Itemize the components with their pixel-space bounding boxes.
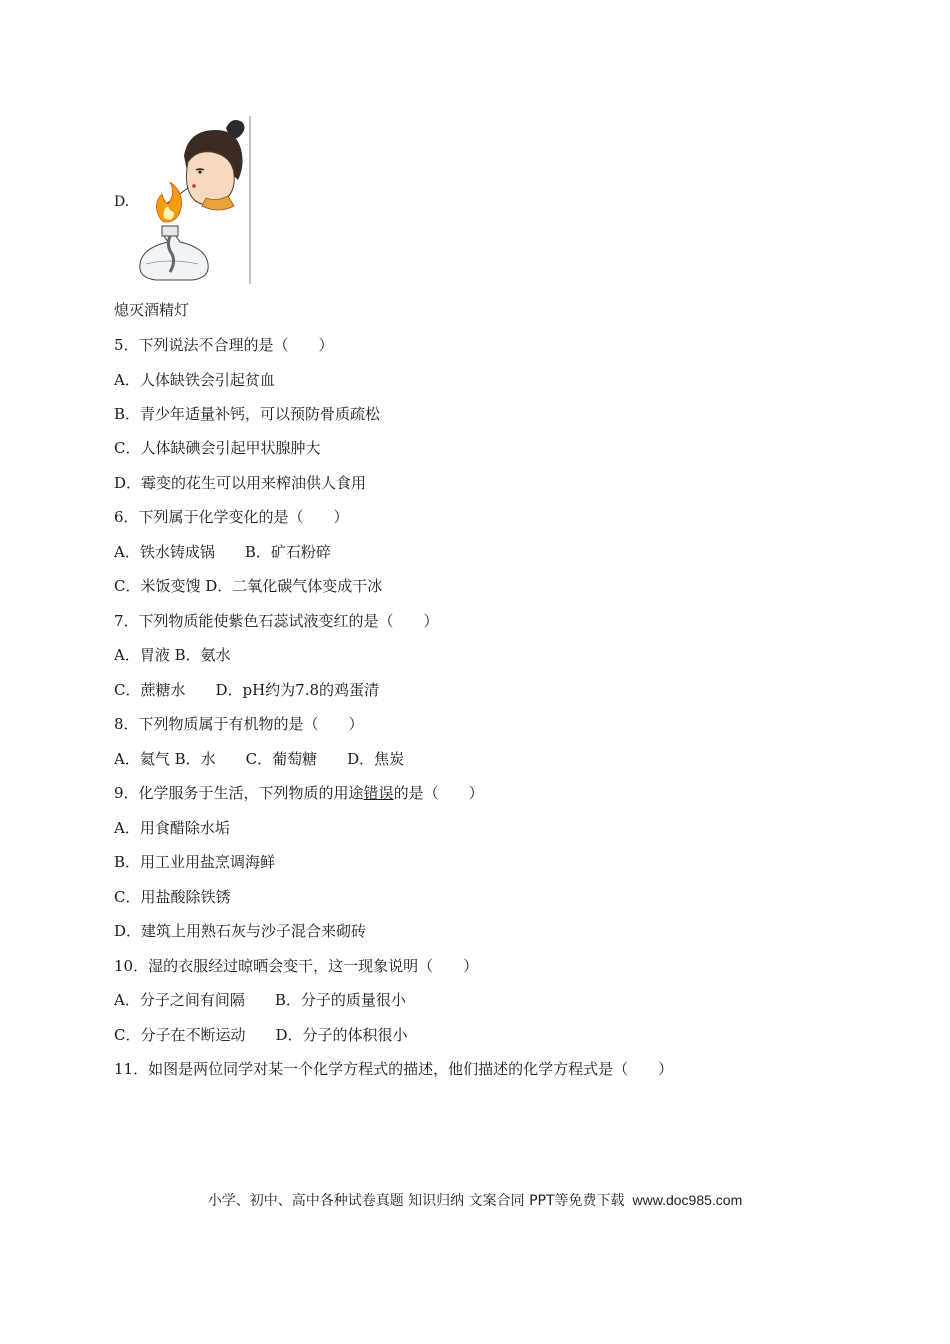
question-6-options-cd: C．米饭变馊 D．二氧化碳气体变成干冰: [114, 577, 383, 595]
footer-site-link[interactable]: www.doc985.com: [632, 1192, 743, 1208]
question-5-option-a: A．人体缺铁会引起贫血: [114, 371, 275, 389]
question-9-option-d: D．建筑上用熟石灰与沙子混合来砌砖: [114, 922, 367, 940]
question-8-options: A．氦气 B．水 C．葡萄糖 D．焦炭: [114, 750, 405, 768]
question-7-options-cd: C．蔗糖水 D．pH约为7.8的鸡蛋清: [114, 681, 380, 699]
question-5-option-c: C．人体缺碘会引起甲状腺肿大: [114, 439, 321, 457]
question-9-stem-before: 9．化学服务于生活，下列物质的用途: [114, 784, 364, 802]
question-6-stem: 6．下列属于化学变化的是（ ）: [114, 508, 349, 526]
question-5-option-b: B．青少年适量补钙，可以预防骨质疏松: [114, 405, 381, 423]
question-7-stem: 7．下列物质能使紫色石蕊试液变红的是（ ）: [114, 612, 439, 630]
question-9-stem-underlined: 错误: [363, 784, 394, 802]
question-9-option-b: B．用工业用盐烹调海鲜: [114, 853, 276, 871]
question-9-stem-after: 的是（ ）: [393, 784, 484, 802]
question-9-stem: [114, 783, 484, 803]
option-d-caption: 熄灭酒精灯: [114, 301, 190, 319]
page-footer: [0, 1190, 950, 1211]
blowing-out-alcohol-lamp-illustration: [136, 114, 254, 286]
question-8-stem: 8．下列物质属于有机物的是（ ）: [114, 715, 364, 733]
question-9-option-a: A．用食醋除水垢: [114, 819, 230, 837]
question-10-stem: 10．湿的衣服经过晾晒会变干，这一现象说明（ ）: [114, 957, 479, 975]
question-11-stem: 11．如图是两位同学对某一个化学方程式的描述，他们描述的化学方程式是（ ）: [114, 1060, 674, 1078]
option-d-label: D.: [114, 194, 130, 210]
question-9-option-c: C．用盐酸除铁锈: [114, 888, 231, 906]
question-7-options-ab: A．胃液 B．氨水: [114, 646, 231, 664]
question-5-option-d: D．霉变的花生可以用来榨油供人食用: [114, 474, 367, 492]
footer-text: 小学、初中、高中各种试卷真题 知识归纳 文案合同 PPT等免费下载: [207, 1193, 625, 1209]
question-10-options-ab: A．分子之间有间隔 B．分子的质量很小: [114, 991, 406, 1009]
question-10-options-cd: C．分子在不断运动 D．分子的体积很小: [114, 1026, 408, 1044]
question-6-options-ab: A．铁水铸成锅 B．矿石粉碎: [114, 543, 331, 561]
question-5-stem: 5．下列说法不合理的是（ ）: [114, 336, 334, 354]
